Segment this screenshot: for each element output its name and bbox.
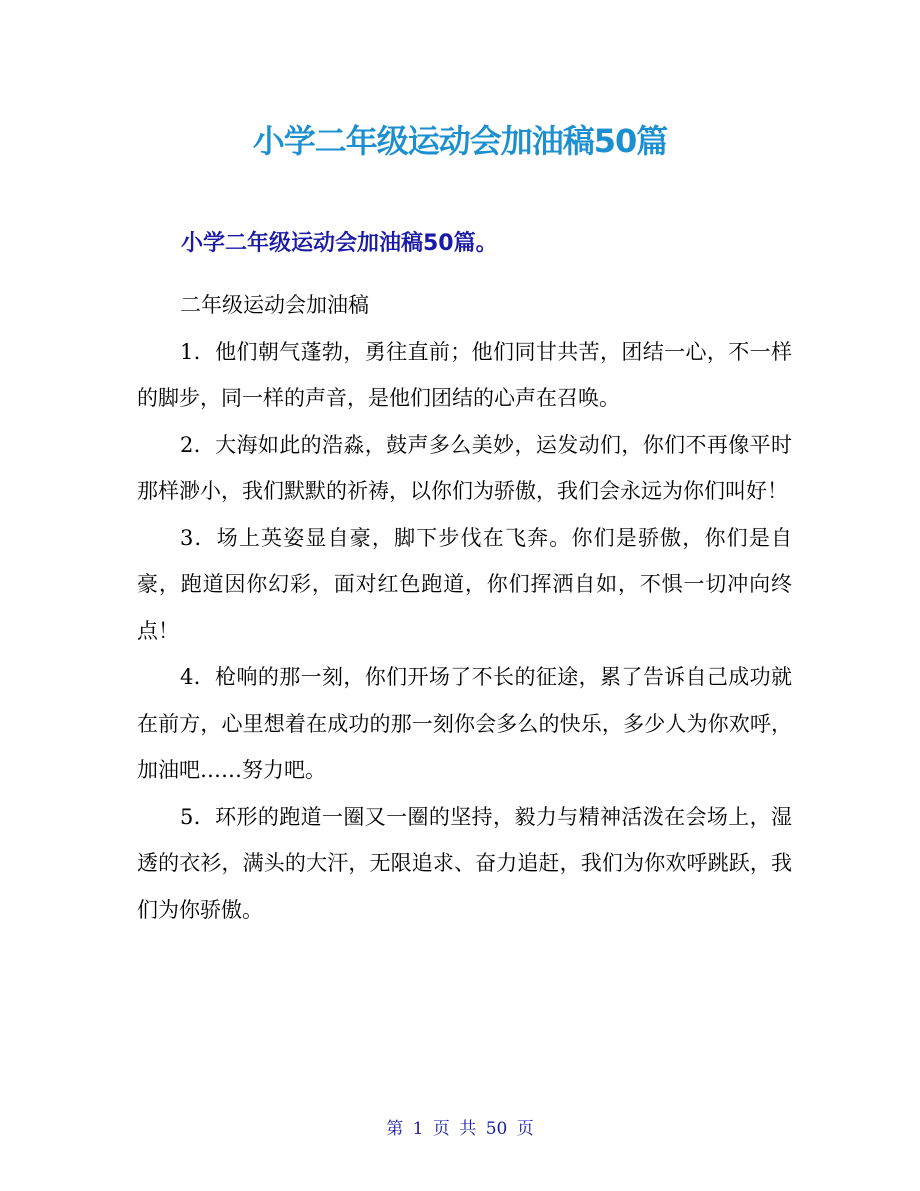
paragraph-4: 4．枪响的那一刻，你们开场了不长的征途，累了告诉自己成功就在前方，心里想着在成功的那一刻你会多么的快乐，多少人为你欢呼，加油吧……努力吧。 — [137, 665, 792, 782]
paragraph-intro: 二年级运动会加油稿 — [180, 293, 369, 317]
document-body — [137, 282, 792, 933]
page-footer: 第 1 页 共 50 页 — [386, 1119, 534, 1139]
paragraph-3: 3．场上英姿显自豪，脚下步伐在飞奔。你们是骄傲，你们是自豪，跑道因你幻彩，面对红色跑道，你们挥洒自如，不惧一切冲向终点！ — [137, 525, 792, 643]
section-heading: 小学二年级运动会加油稿50篇。 — [181, 231, 498, 256]
paragraph-5: 5．环形的跑道一圈又一圈的坚持，毅力与精神活泼在会场上，湿透的衣衫，满头的大汗，无限追求、奋力追赶，我们为你欢呼跳跃，我们为你骄傲。 — [137, 804, 792, 922]
paragraph-2: 2．大海如此的浩淼，鼓声多么美妙，运发动们，你们不再像平时那样渺小，我们默默的祈祷，以你们为骄傲，我们会永远为你们叫好！ — [137, 432, 792, 503]
paragraph-1: 1．他们朝气蓬勃，勇往直前；他们同甘共苦，团结一心，不一样的脚步，同一样的声音，是他们团结的心声在召唤。 — [137, 339, 792, 410]
page-title: 小学二年级运动会加油稿50篇 — [252, 122, 668, 160]
